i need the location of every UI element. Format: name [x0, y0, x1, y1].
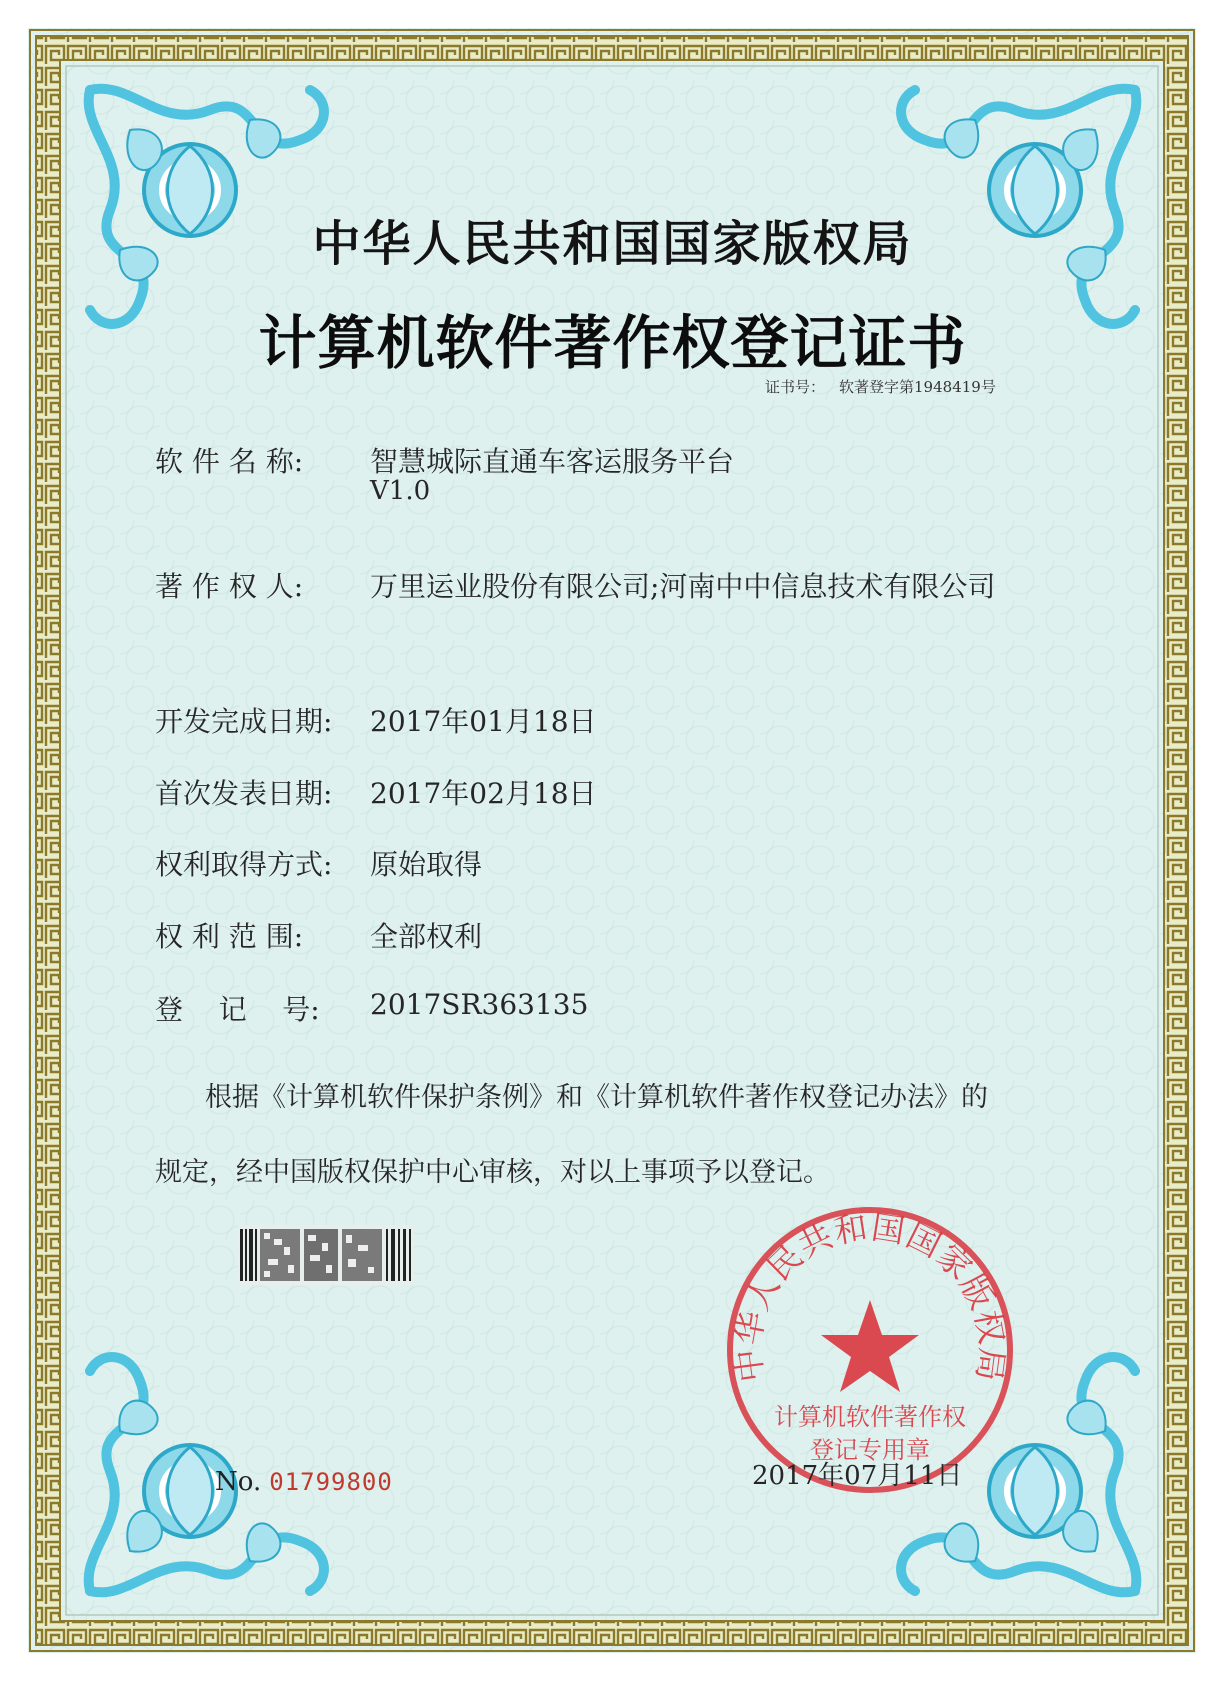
field-value: 万里运业股份有限公司;河南中中信息技术有限公司 [370, 570, 996, 603]
serial-label: No. [215, 1467, 262, 1497]
field-completion-date [155, 700, 597, 740]
field-copyright-owner [155, 565, 995, 605]
certificate-number [765, 376, 1010, 397]
field-registration-number [155, 988, 588, 1028]
field-first-publication-date [155, 772, 597, 812]
field-value: 全部权利 [370, 920, 483, 953]
field-value: 2017SR363135 [370, 988, 589, 1021]
certificate-number-value: 软著登字第1948419号 [839, 378, 996, 396]
certificate-number-label: 证书号： [765, 378, 826, 396]
field-label: 开发完成日期: [155, 705, 333, 738]
seal-inner-line-2: 登记专用章 [810, 1436, 930, 1464]
barcode-icon [238, 1225, 414, 1285]
field-label: 软 件 名 称: [155, 445, 304, 478]
seal-inner-line-1: 计算机软件著作权 [774, 1403, 966, 1431]
serial-value: 01799800 [269, 1468, 393, 1496]
field-label: 权 利 范 围: [155, 920, 304, 953]
field-acquisition-method [155, 843, 482, 883]
serial-number [215, 1467, 393, 1497]
seal-outer-text: 中华人民共和国国家版权局 [727, 1207, 1013, 1385]
issue-date: 2017年07月11日 [752, 1461, 963, 1491]
field-label: 权利取得方式: [155, 848, 333, 881]
field-software-name [155, 440, 734, 480]
statement-line-1: 根据《计算机软件保护条例》和《计算机软件著作权登记办法》的 [205, 1082, 988, 1113]
field-label: 首次发表日期: [155, 777, 333, 810]
field-value: 原始取得 [370, 848, 483, 881]
field-label: 著 作 权 人: [155, 570, 304, 603]
issuing-organization: 中华人民共和国国家版权局 [312, 216, 913, 272]
software-version: V1.0 [370, 476, 431, 506]
field-value: 2017年01月18日 [370, 705, 597, 738]
certificate-title: 计算机软件著作权登记证书 [258, 309, 967, 377]
field-value: 2017年02月18日 [370, 777, 597, 810]
field-label: 登 记 号: [155, 993, 320, 1026]
field-value: 智慧城际直通车客运服务平台 [370, 445, 735, 478]
statement-line-2: 规定，经中国版权保护中心审核，对以上事项予以登记。 [155, 1157, 830, 1188]
field-rights-scope [155, 915, 482, 955]
